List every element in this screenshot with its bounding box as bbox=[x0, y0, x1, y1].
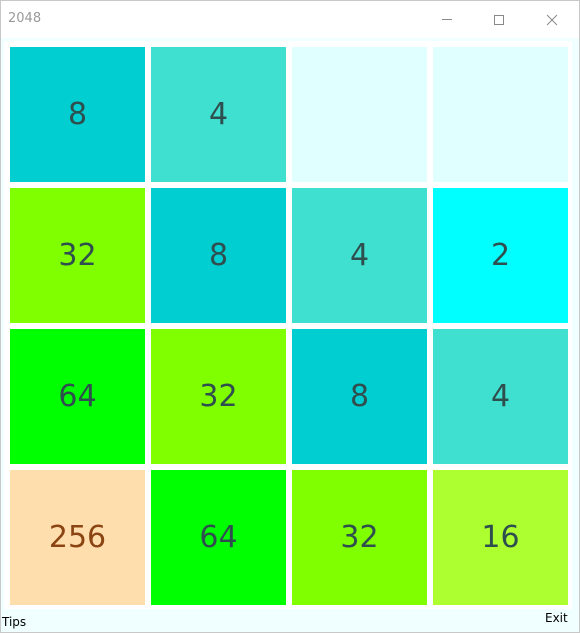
exit-button[interactable]: Exit bbox=[545, 611, 568, 625]
game-board[interactable] bbox=[4, 41, 572, 609]
tile-8: 8 bbox=[10, 47, 145, 182]
tile-256: 256 bbox=[10, 470, 145, 605]
tile-8: 8 bbox=[292, 329, 427, 464]
tile-2: 2 bbox=[433, 188, 568, 323]
minimize-button[interactable] bbox=[424, 1, 470, 38]
tile-64: 64 bbox=[10, 329, 145, 464]
maximize-button[interactable] bbox=[476, 1, 522, 38]
close-button[interactable] bbox=[529, 1, 575, 38]
close-icon bbox=[546, 14, 558, 26]
tile-4: 4 bbox=[292, 188, 427, 323]
tile-8: 8 bbox=[151, 188, 286, 323]
tile-4: 4 bbox=[433, 329, 568, 464]
title-bar[interactable] bbox=[1, 1, 579, 38]
tile-32: 32 bbox=[10, 188, 145, 323]
tile-4: 4 bbox=[151, 47, 286, 182]
tile-empty bbox=[433, 47, 568, 182]
tips-button[interactable]: Tips bbox=[2, 615, 27, 629]
tile-empty bbox=[292, 47, 427, 182]
tile-16: 16 bbox=[433, 470, 568, 605]
minimize-icon bbox=[442, 19, 452, 20]
tile-32: 32 bbox=[292, 470, 427, 605]
tile-64: 64 bbox=[151, 470, 286, 605]
maximize-icon bbox=[494, 15, 504, 25]
tile-32: 32 bbox=[151, 329, 286, 464]
window-title: 2048 bbox=[8, 11, 42, 26]
